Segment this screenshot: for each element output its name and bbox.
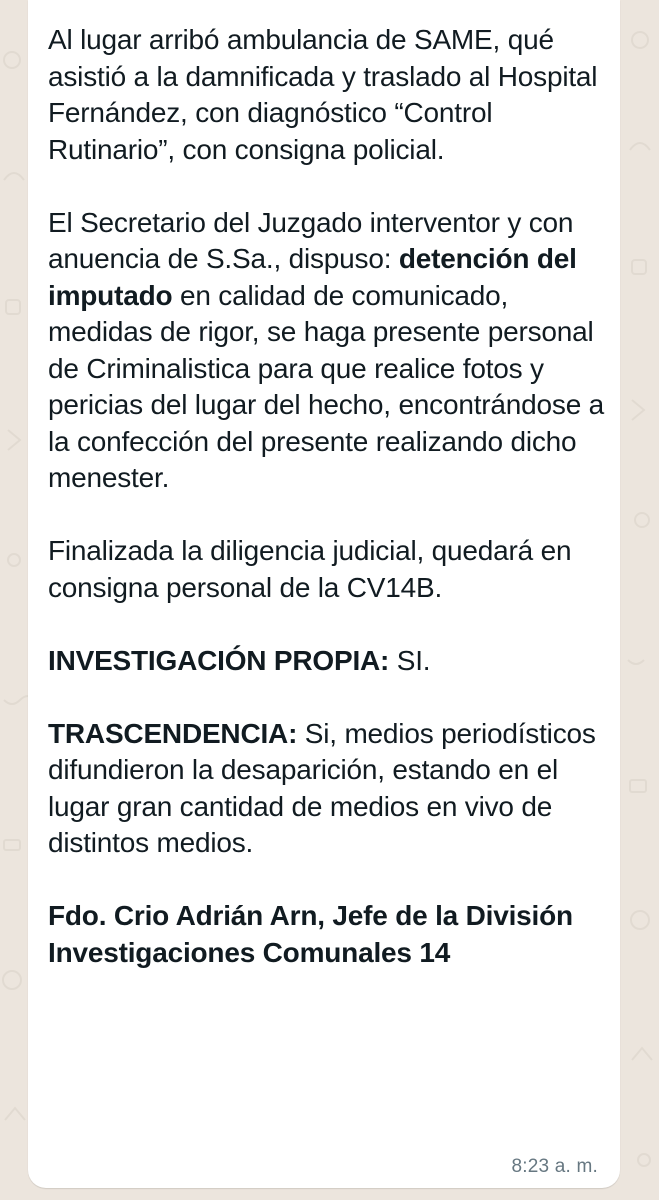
transcendence-label: TRASCENDENCIA: — [48, 717, 298, 749]
paragraph-court-order — [48, 205, 613, 497]
investigation-value: SI. — [389, 644, 431, 676]
paragraph-investigation — [48, 643, 613, 680]
transcendence-value: Si, medios periodísticos difundieron la desaparición, estando en el lugar gran cantidad de medios en vivo de distintos medios. — [48, 717, 596, 858]
court-order-text-start: El Secretario del Juzgado interventor y con anuencia de S.Sa., dispuso: — [48, 206, 574, 274]
paragraph-closing: Finalizada la diligencia judicial, quedará en consigna personal de la CV14B. — [48, 535, 572, 603]
message-bubble[interactable] — [28, 0, 620, 1188]
paragraph-transcendence — [48, 716, 613, 862]
message-timestamp: 8:23 a. m. — [511, 1156, 598, 1177]
message-body — [48, 22, 613, 971]
paragraph-ambulance: Al lugar arribó ambulancia de SAME, qué asistió a la damnificada y traslado al Hospital Fernández, con diagnóstico “Control Rutinario”, con consigna policial. — [48, 24, 598, 165]
court-order-bold: detención del imputado — [48, 243, 577, 311]
investigation-label: INVESTIGACIÓN PROPIA: — [48, 644, 390, 676]
signature: Fdo. Crio Adrián Arn, Jefe de la División Investigaciones Comunales 14 — [48, 900, 573, 968]
court-order-text-end: en calidad de comunicado, medidas de rigor, se haga presente personal de Criminalistica para que realice fotos y pericias del lugar del hecho, encontrándose a la confección del presente realizando dicho menester. — [48, 279, 605, 493]
